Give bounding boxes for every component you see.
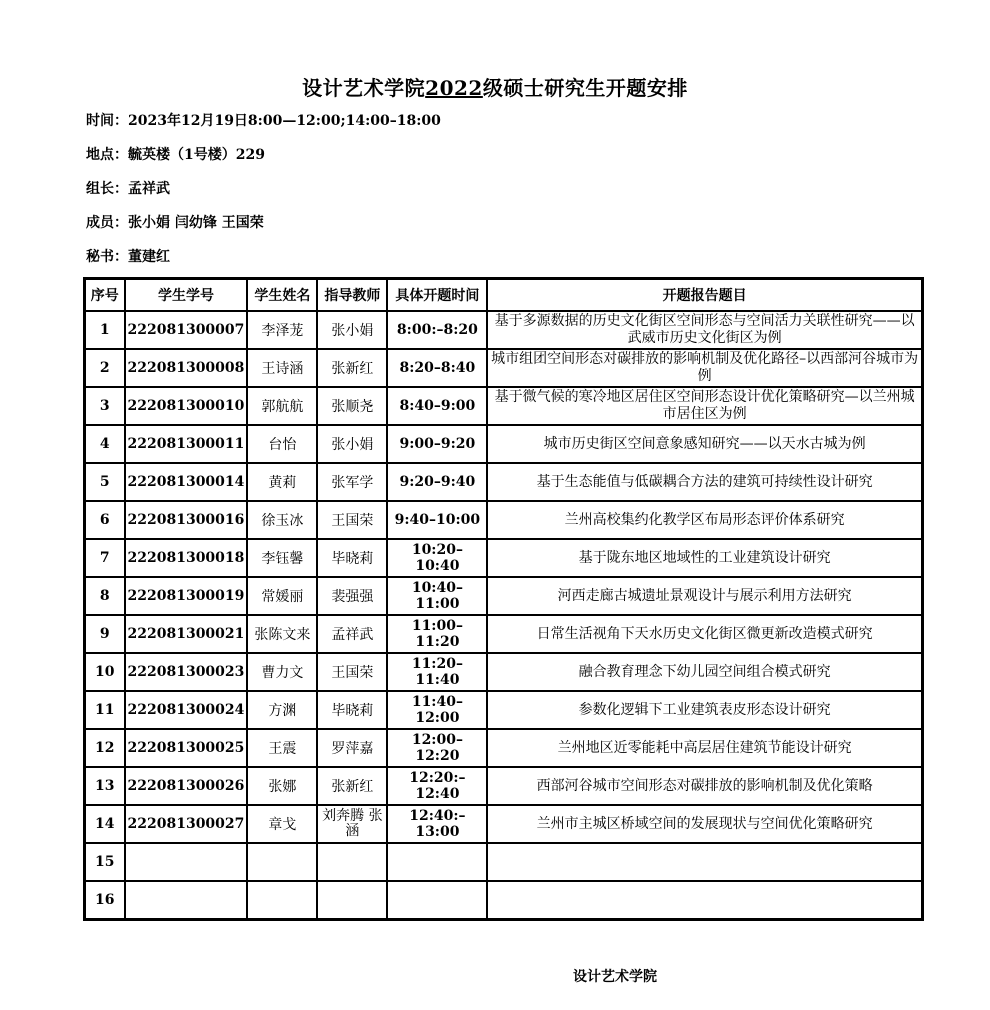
cell-student-id: 222081300021 xyxy=(125,615,248,653)
schedule-table xyxy=(83,277,924,921)
cell-time: 9:20–9:40 xyxy=(387,463,487,501)
info-leader: 组长：孟祥武 xyxy=(86,181,170,197)
cell-time: 12:40:–13:00 xyxy=(387,805,487,843)
cell-time: 9:00–9:20 xyxy=(387,425,487,463)
cell-advisor: 张新红 xyxy=(317,767,387,805)
cell-topic: 城市历史街区空间意象感知研究——以天水古城为例 xyxy=(487,425,922,463)
cell-topic: 融合教育理念下幼儿园空间组合模式研究 xyxy=(487,653,922,691)
cell-time: 11:20–11:40 xyxy=(387,653,487,691)
header-topic: 开题报告题目 xyxy=(487,279,922,312)
table-row xyxy=(85,425,923,463)
cell-topic: 基于陇东地区地域性的工业建筑设计研究 xyxy=(487,539,922,577)
cell-seq: 4 xyxy=(85,425,125,463)
cell-topic: 基于多源数据的历史文化街区空间形态与空间活力关联性研究——以武威市历史文化街区为例 xyxy=(487,311,922,349)
cell-student-name: 郭航航 xyxy=(247,387,317,425)
cell-seq: 10 xyxy=(85,653,125,691)
cell-student-name: 张陈文来 xyxy=(247,615,317,653)
cell-student-id: 222081300010 xyxy=(125,387,248,425)
cell-topic: 日常生活视角下天水历史文化街区微更新改造模式研究 xyxy=(487,615,922,653)
cell-student-id: 222081300023 xyxy=(125,653,248,691)
cell-time: 10:40–11:00 xyxy=(387,577,487,615)
cell-student-name: 张娜 xyxy=(247,767,317,805)
cell-seq: 5 xyxy=(85,463,125,501)
cell-student-id: 222081300019 xyxy=(125,577,248,615)
table-row xyxy=(85,311,923,349)
cell-student-id xyxy=(125,843,248,881)
cell-student-id: 222081300026 xyxy=(125,767,248,805)
cell-seq: 15 xyxy=(85,843,125,881)
cell-student-id: 222081300018 xyxy=(125,539,248,577)
cell-advisor: 王国荣 xyxy=(317,653,387,691)
cell-student-id: 222081300016 xyxy=(125,501,248,539)
cell-seq: 13 xyxy=(85,767,125,805)
cell-advisor: 王国荣 xyxy=(317,501,387,539)
cell-advisor: 裴强强 xyxy=(317,577,387,615)
table-row xyxy=(85,577,923,615)
cell-advisor: 毕晓莉 xyxy=(317,539,387,577)
cell-seq: 7 xyxy=(85,539,125,577)
cell-student-id: 222081300008 xyxy=(125,349,248,387)
table-row xyxy=(85,349,923,387)
table-row xyxy=(85,653,923,691)
cell-seq: 2 xyxy=(85,349,125,387)
cell-seq: 11 xyxy=(85,691,125,729)
document-title xyxy=(0,72,990,101)
cell-student-id: 222081300011 xyxy=(125,425,248,463)
cell-student-id: 222081300025 xyxy=(125,729,248,767)
cell-seq: 14 xyxy=(85,805,125,843)
cell-time xyxy=(387,843,487,881)
cell-seq: 6 xyxy=(85,501,125,539)
cell-seq: 8 xyxy=(85,577,125,615)
title-prefix: 设计艺术学院 xyxy=(302,76,426,100)
cell-student-name: 方渊 xyxy=(247,691,317,729)
cell-advisor: 张军学 xyxy=(317,463,387,501)
cell-topic: 基于微气候的寒冷地区居住区空间形态设计优化策略研究—以兰州城市居住区为例 xyxy=(487,387,922,425)
cell-advisor: 孟祥武 xyxy=(317,615,387,653)
cell-time: 12:20:–12:40 xyxy=(387,767,487,805)
cell-time: 11:40–12:00 xyxy=(387,691,487,729)
cell-student-id: 222081300024 xyxy=(125,691,248,729)
title-suffix: 级硕士研究生开题安排 xyxy=(482,76,688,100)
header-seq: 序号 xyxy=(85,279,125,312)
cell-topic: 兰州高校集约化教学区布局形态评价体系研究 xyxy=(487,501,922,539)
title-year: 2022 xyxy=(425,76,483,100)
cell-topic: 河西走廊古城遗址景观设计与展示利用方法研究 xyxy=(487,577,922,615)
cell-student-name: 章戈 xyxy=(247,805,317,843)
cell-advisor xyxy=(317,843,387,881)
cell-time: 8:20–8:40 xyxy=(387,349,487,387)
table-row xyxy=(85,539,923,577)
cell-topic: 西部河谷城市空间形态对碳排放的影响机制及优化策略 xyxy=(487,767,922,805)
cell-student-name: 曹力文 xyxy=(247,653,317,691)
cell-advisor xyxy=(317,881,387,920)
cell-advisor: 张顺尧 xyxy=(317,387,387,425)
cell-student-id: 222081300007 xyxy=(125,311,248,349)
header-student-name: 学生姓名 xyxy=(247,279,317,312)
cell-time: 8:40–9:00 xyxy=(387,387,487,425)
table-row xyxy=(85,387,923,425)
info-time: 时间：2023年12月19日8:00—12:00;14:00–18:00 xyxy=(86,113,441,129)
cell-advisor: 张小娟 xyxy=(317,311,387,349)
table-row xyxy=(85,463,923,501)
cell-seq: 16 xyxy=(85,881,125,920)
cell-topic: 兰州市主城区桥域空间的发展现状与空间优化策略研究 xyxy=(487,805,922,843)
table-row xyxy=(85,881,923,920)
cell-time: 12:00–12:20 xyxy=(387,729,487,767)
cell-seq: 3 xyxy=(85,387,125,425)
header-time: 具体开题时间 xyxy=(387,279,487,312)
cell-topic xyxy=(487,881,922,920)
cell-student-name: 徐玉冰 xyxy=(247,501,317,539)
info-place: 地点：毓英楼（1号楼）229 xyxy=(86,147,265,163)
cell-student-id: 222081300014 xyxy=(125,463,248,501)
cell-time xyxy=(387,881,487,920)
cell-topic: 城市组团空间形态对碳排放的影响机制及优化路径–以西部河谷城市为例 xyxy=(487,349,922,387)
cell-advisor: 张小娟 xyxy=(317,425,387,463)
cell-seq: 12 xyxy=(85,729,125,767)
cell-advisor: 张新红 xyxy=(317,349,387,387)
table-row xyxy=(85,729,923,767)
cell-time: 9:40–10:00 xyxy=(387,501,487,539)
cell-advisor: 刘奔腾 张涵 xyxy=(317,805,387,843)
cell-student-name: 王震 xyxy=(247,729,317,767)
cell-student-name: 王诗涵 xyxy=(247,349,317,387)
cell-student-name: 李泽茏 xyxy=(247,311,317,349)
cell-student-name xyxy=(247,881,317,920)
cell-student-name xyxy=(247,843,317,881)
cell-advisor: 罗萍嘉 xyxy=(317,729,387,767)
cell-seq: 1 xyxy=(85,311,125,349)
cell-student-id: 222081300027 xyxy=(125,805,248,843)
footer-institution: 设计艺术学院 xyxy=(573,969,657,985)
cell-seq: 9 xyxy=(85,615,125,653)
info-members: 成员：张小娟 闫幼锋 王国荣 xyxy=(86,215,264,231)
cell-time: 8:00:–8:20 xyxy=(387,311,487,349)
table-row xyxy=(85,843,923,881)
table-row xyxy=(85,691,923,729)
cell-student-name: 黄莉 xyxy=(247,463,317,501)
cell-topic: 参数化逻辑下工业建筑表皮形态设计研究 xyxy=(487,691,922,729)
table-row xyxy=(85,501,923,539)
cell-student-id xyxy=(125,881,248,920)
table-row xyxy=(85,805,923,843)
header-advisor: 指导教师 xyxy=(317,279,387,312)
cell-advisor: 毕晓莉 xyxy=(317,691,387,729)
cell-student-name: 李钰馨 xyxy=(247,539,317,577)
cell-time: 10:20–10:40 xyxy=(387,539,487,577)
info-secretary: 秘书：董建红 xyxy=(86,249,170,265)
cell-student-name: 常媛丽 xyxy=(247,577,317,615)
cell-topic: 兰州地区近零能耗中高层居住建筑节能设计研究 xyxy=(487,729,922,767)
cell-topic: 基于生态能值与低碳耦合方法的建筑可持续性设计研究 xyxy=(487,463,922,501)
cell-topic xyxy=(487,843,922,881)
header-student-id: 学生学号 xyxy=(125,279,248,312)
table-row xyxy=(85,767,923,805)
cell-student-name: 台怡 xyxy=(247,425,317,463)
table-row xyxy=(85,615,923,653)
cell-time: 11:00–11:20 xyxy=(387,615,487,653)
table-header-row xyxy=(85,279,923,312)
